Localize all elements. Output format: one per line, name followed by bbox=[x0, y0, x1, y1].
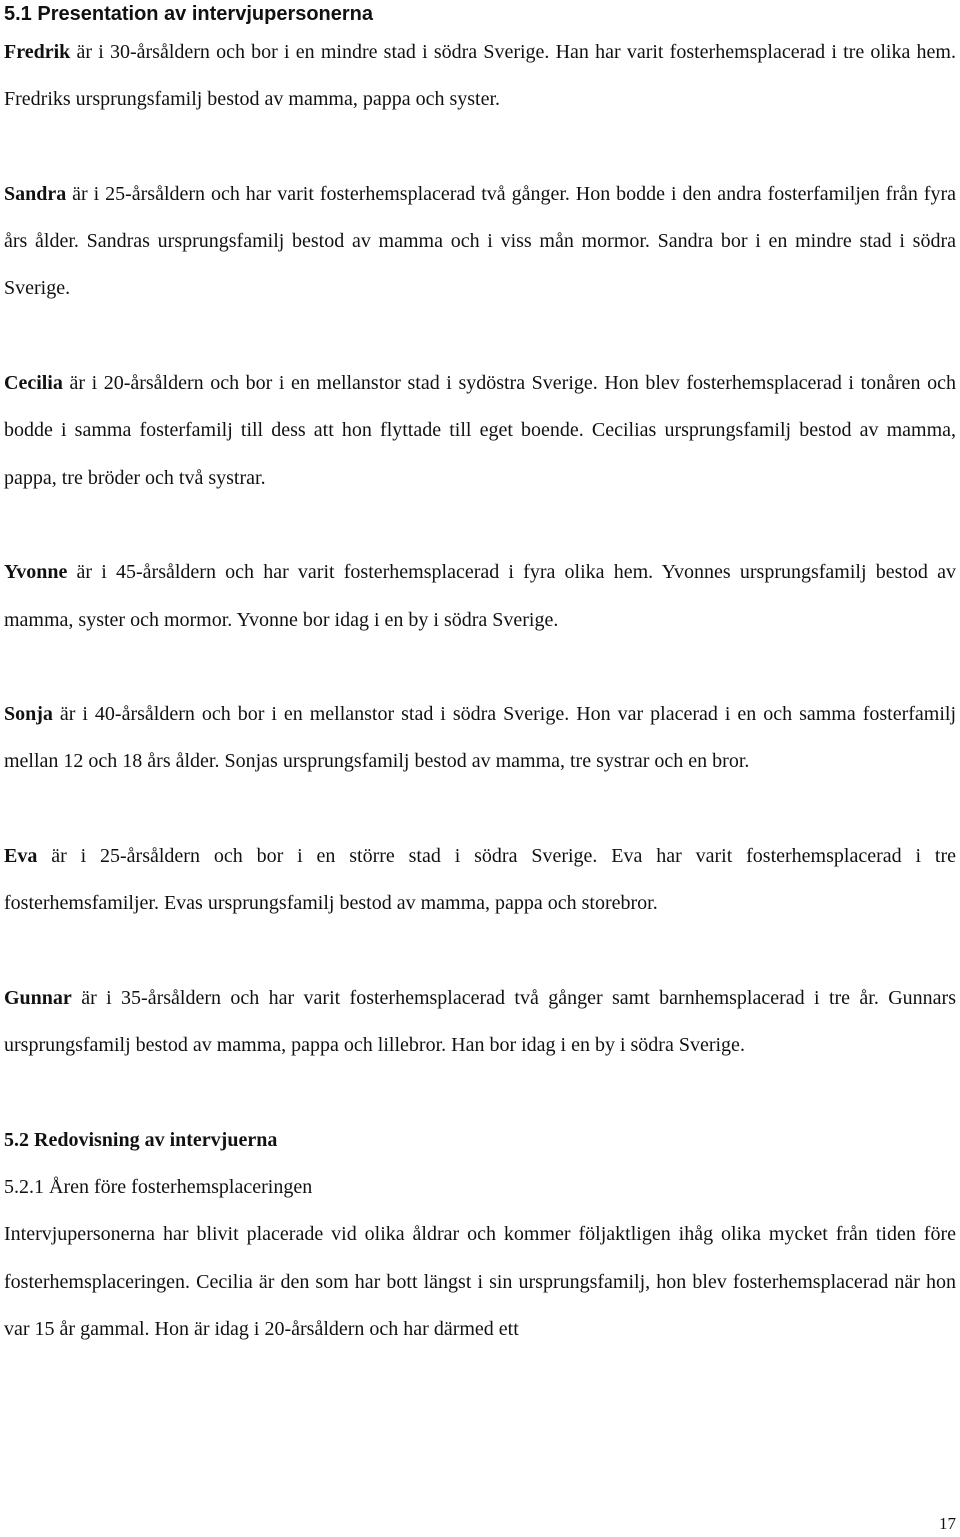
profile-paragraph-yvonne bbox=[4, 549, 956, 644]
profile-text: är i 30-årsåldern och bor i en mindre stad i södra Sverige. Han har varit fosterhemsplacerad i tre olika hem. Fredriks ursprungsfamilj bestod av mamma, pappa och syster. bbox=[4, 41, 956, 111]
profile-name: Fredrik bbox=[4, 41, 71, 63]
profile-text: är i 25-årsåldern och har varit fosterhemsplacerad två gånger. Hon bodde i den andra fosterfamiljen från fyra års ålder. Sandras ursprungsfamilj bestod av mamma och i viss mån mormor. Sandra bor i en mindre stad i södra Sverige. bbox=[4, 182, 956, 300]
profile-name: Gunnar bbox=[4, 986, 72, 1009]
profile-text: är i 20-årsåldern och bor i en mellanstor stad i sydöstra Sverige. Hon blev fosterhemsplacerad i tonåren och bodde i samma fosterfamilj till dess att hon flyttade till eget boende. Cecilias ursprungsfamilj bestod av mamma, pappa, tre bröder och två systrar. bbox=[4, 372, 956, 489]
profile-paragraph-cecilia bbox=[4, 360, 956, 502]
section-2-heading: 5.2 Redovisning av intervjuerna bbox=[4, 1128, 278, 1151]
profile-text: är i 40-årsåldern och bor i en mellanstor stad i södra Sverige. Hon var placerad i en och samma fosterfamilj mellan 12 och 18 års ålder. Sonjas ursprungsfamilj bestod av mamma, tre systrar och en bror. bbox=[4, 703, 956, 773]
profile-text: är i 35-årsåldern och har varit fosterhemsplacerad två gånger samt barnhemsplacerad i tre år. Gunnars ursprungsfamilj bestod av mamma, pappa och lillebror. Han bor idag i en by i södra Sverige. bbox=[4, 986, 956, 1057]
profile-text: är i 45-årsåldern och har varit fosterhemsplacerad i fyra olika hem. Yvonnes ursprungsfamilj bestod av mamma, syster och mormor. Yvonne bor idag i en by i södra Sverige. bbox=[4, 561, 956, 631]
profile-paragraph-fredrik bbox=[4, 29, 956, 124]
subsection-heading: 5.2.1 Åren före fosterhemsplaceringen bbox=[4, 1176, 313, 1199]
profile-paragraph-eva bbox=[4, 833, 956, 928]
profile-name: Sandra bbox=[4, 182, 67, 205]
profile-paragraph-gunnar bbox=[4, 975, 956, 1070]
document-page bbox=[4, 0, 956, 1353]
profile-name: Eva bbox=[4, 845, 38, 868]
body-paragraph: Intervjupersonerna har blivit placerade vid olika åldrar och kommer följaktligen ihåg olika mycket från tiden före fosterhemsplaceringen. Cecilia är den som har bott längst i sin ursprungsfamilj, hon blev fosterhemsplacerad när hon var 15 år gammal. Hon är idag i 20-årsåldern och har därmed ett bbox=[4, 1223, 956, 1341]
profile-paragraph-sonja bbox=[4, 691, 956, 786]
profile-name: Yvonne bbox=[4, 561, 68, 584]
profile-paragraph-sandra bbox=[4, 171, 956, 313]
profile-text: är i 25-årsåldern och bor i en större stad i södra Sverige. Eva har varit fosterhemsplacerad i tre fosterhemsfamiljer. Evas ursprungsfamilj bestod av mamma, pappa och storebror. bbox=[4, 845, 956, 915]
profile-name: Sonja bbox=[4, 703, 53, 726]
page-number: 17 bbox=[939, 1514, 956, 1533]
profile-name: Cecilia bbox=[4, 372, 63, 395]
section-heading: 5.1 Presentation av intervjupersonerna bbox=[4, 3, 374, 25]
